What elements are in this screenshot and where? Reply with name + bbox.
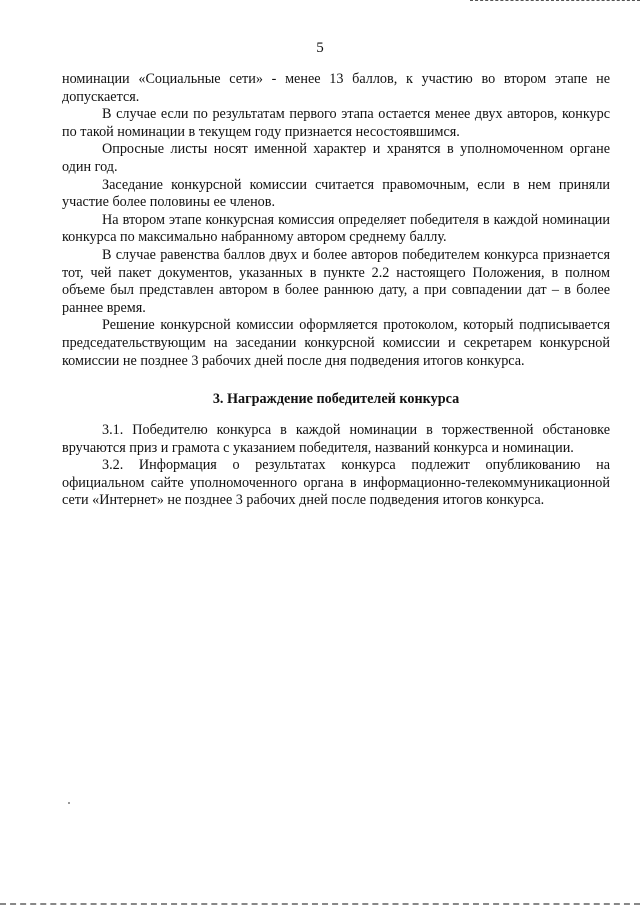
paragraph: Заседание конкурсной комиссии считается правомочным, если в нем приняли участие более половины ее членов.	[62, 176, 610, 211]
paragraph: 3.2. Информация о результатах конкурса подлежит опубликованию на официальном сайте уполномоченного органа в информационно-телекоммуникационной сети «Интернет» не позднее 3 рабочих дней после подведения итогов конкурса.	[62, 457, 610, 509]
paragraph: Опросные листы носят именной характер и хранятся в уполномоченном органе один год.	[62, 141, 610, 175]
paragraph: 3.1. Победителю конкурса в каждой номинации в торжественной обстановке вручаются приз и грамота с указанием победителя, названий конкурса и номинации.	[62, 422, 610, 456]
scan-bottom-edge	[0, 900, 640, 905]
paragraph: Решение конкурсной комиссии оформляется протоколом, который подписывается председательствующим на заседании конкурсной комиссии и секретарем конкурсной комиссии не позднее 3 рабочих дней после дня подведения итогов конкурса.	[62, 317, 610, 369]
paragraph: В случае если по результатам первого этапа остается менее двух авторов, конкурс по такой номинации в текущем году признается несостоявшимся.	[62, 106, 610, 140]
section-heading: 3. Награждение победителей конкурса	[212, 391, 460, 408]
document-body	[62, 71, 610, 510]
paragraph: В случае равенства баллов двух и более авторов победителем конкурса признается тот, чей пакет документов, указанных в пункте 2.2 настоящего Положения, в полном объеме был представлен автором в более раннюю дату, а при совпадении дат – в более раннее время.	[62, 246, 610, 316]
paragraph: номинации «Социальные сети» - менее 13 баллов, к участию во втором этапе не допускается.	[62, 71, 610, 105]
scan-edge-line	[470, 0, 640, 2]
page-number: 5	[316, 40, 324, 56]
paragraph: На втором этапе конкурсная комиссия определяет победителя в каждой номинации конкурса по максимально набранному автором среднему баллу.	[62, 211, 610, 246]
scan-speck	[68, 802, 70, 804]
